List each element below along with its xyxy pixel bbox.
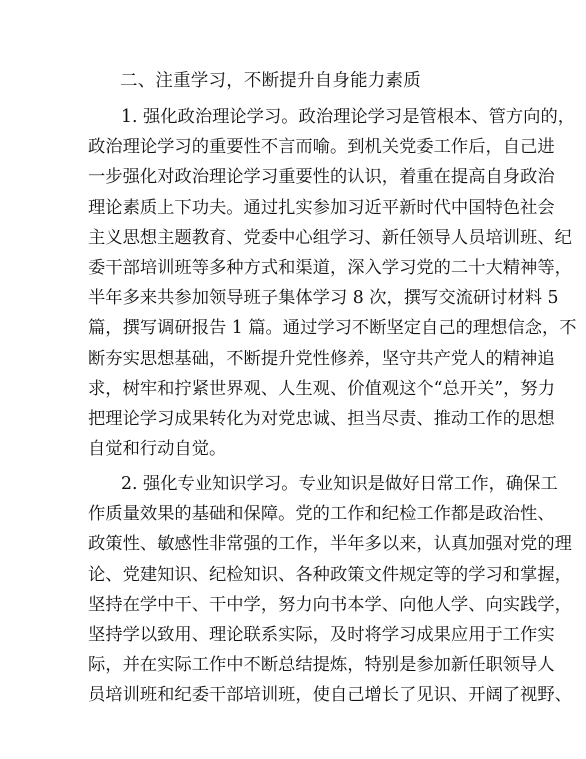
paragraph-line: 把理论学习成果转化为对党忠诚、担当尽责、推动工作的思想 [88, 408, 555, 429]
paragraph-line: 员培训班和纪委干部培训班，使自己增长了见识、开阔了视野、 [88, 685, 572, 706]
paragraph-line: 理论素质上下功夫。通过扎实参加习近平新时代中国特色社会 [88, 197, 555, 218]
paragraph-line: 2. 强化专业知识学习。专业知识是做好日常工作，确保工 [121, 474, 558, 494]
paragraph-line: 作质量效果的基础和保障。党的工作和纪检工作都是政治性、 [88, 504, 555, 525]
paragraph-line: 半年多来共参加领导班子集体学习 8 次，撰写交流研讨材料 5 [88, 288, 559, 309]
paragraph-line: 委干部培训班等多种方式和渠道，深入学习党的二十大精神等， [88, 257, 572, 278]
paragraph-line: 论、党建知识、纪检知识、各种政策文件规定等的学习和掌握， [88, 564, 572, 585]
paragraph-line: 1. 强化政治理论学习。政治理论学习是管根本、管方向的， [121, 107, 576, 127]
paragraph-line: 政策性、敏感性非常强的工作，半年多以来，认真加强对党的理 [88, 534, 572, 555]
paragraph-political-theory [88, 102, 577, 464]
paragraph-line: 主义思想主题教育、党委中心组学习、新任领导人员培训班、纪 [88, 227, 572, 248]
paragraph-line: 求，树牢和拧紧世界观、人生观、价值观这个“总开关”，努力 [88, 378, 555, 399]
paragraph-line: 政治理论学习的重要性不言而喻。到机关党委工作后，自己进 [88, 137, 555, 158]
section-heading: 二、注重学习，不断提升自身能力素质 [120, 71, 421, 91]
paragraph-line: 一步强化对政治理论学习重要性的认识，着重在提高自身政治 [88, 167, 555, 188]
paragraph-professional-knowledge [88, 469, 572, 711]
paragraph-line: 坚持在学中干、干中学，努力向书本学、向他人学、向实践学， [88, 594, 572, 615]
paragraph-line: 际，并在实际工作中不断总结提炼，特别是参加新任职领导人 [88, 655, 555, 676]
paragraph-line: 断夯实思想基础，不断提升党性修养，坚守共产党人的精神追 [88, 348, 555, 369]
paragraph-line: 篇，撰写调研报告 1 篇。通过学习不断坚定自己的理想信念，不 [88, 318, 577, 339]
paragraph-line: 自觉和行动自觉。 [88, 439, 227, 460]
paragraph-line: 坚持学以致用、理论联系实际，及时将学习成果应用于工作实 [88, 624, 555, 645]
